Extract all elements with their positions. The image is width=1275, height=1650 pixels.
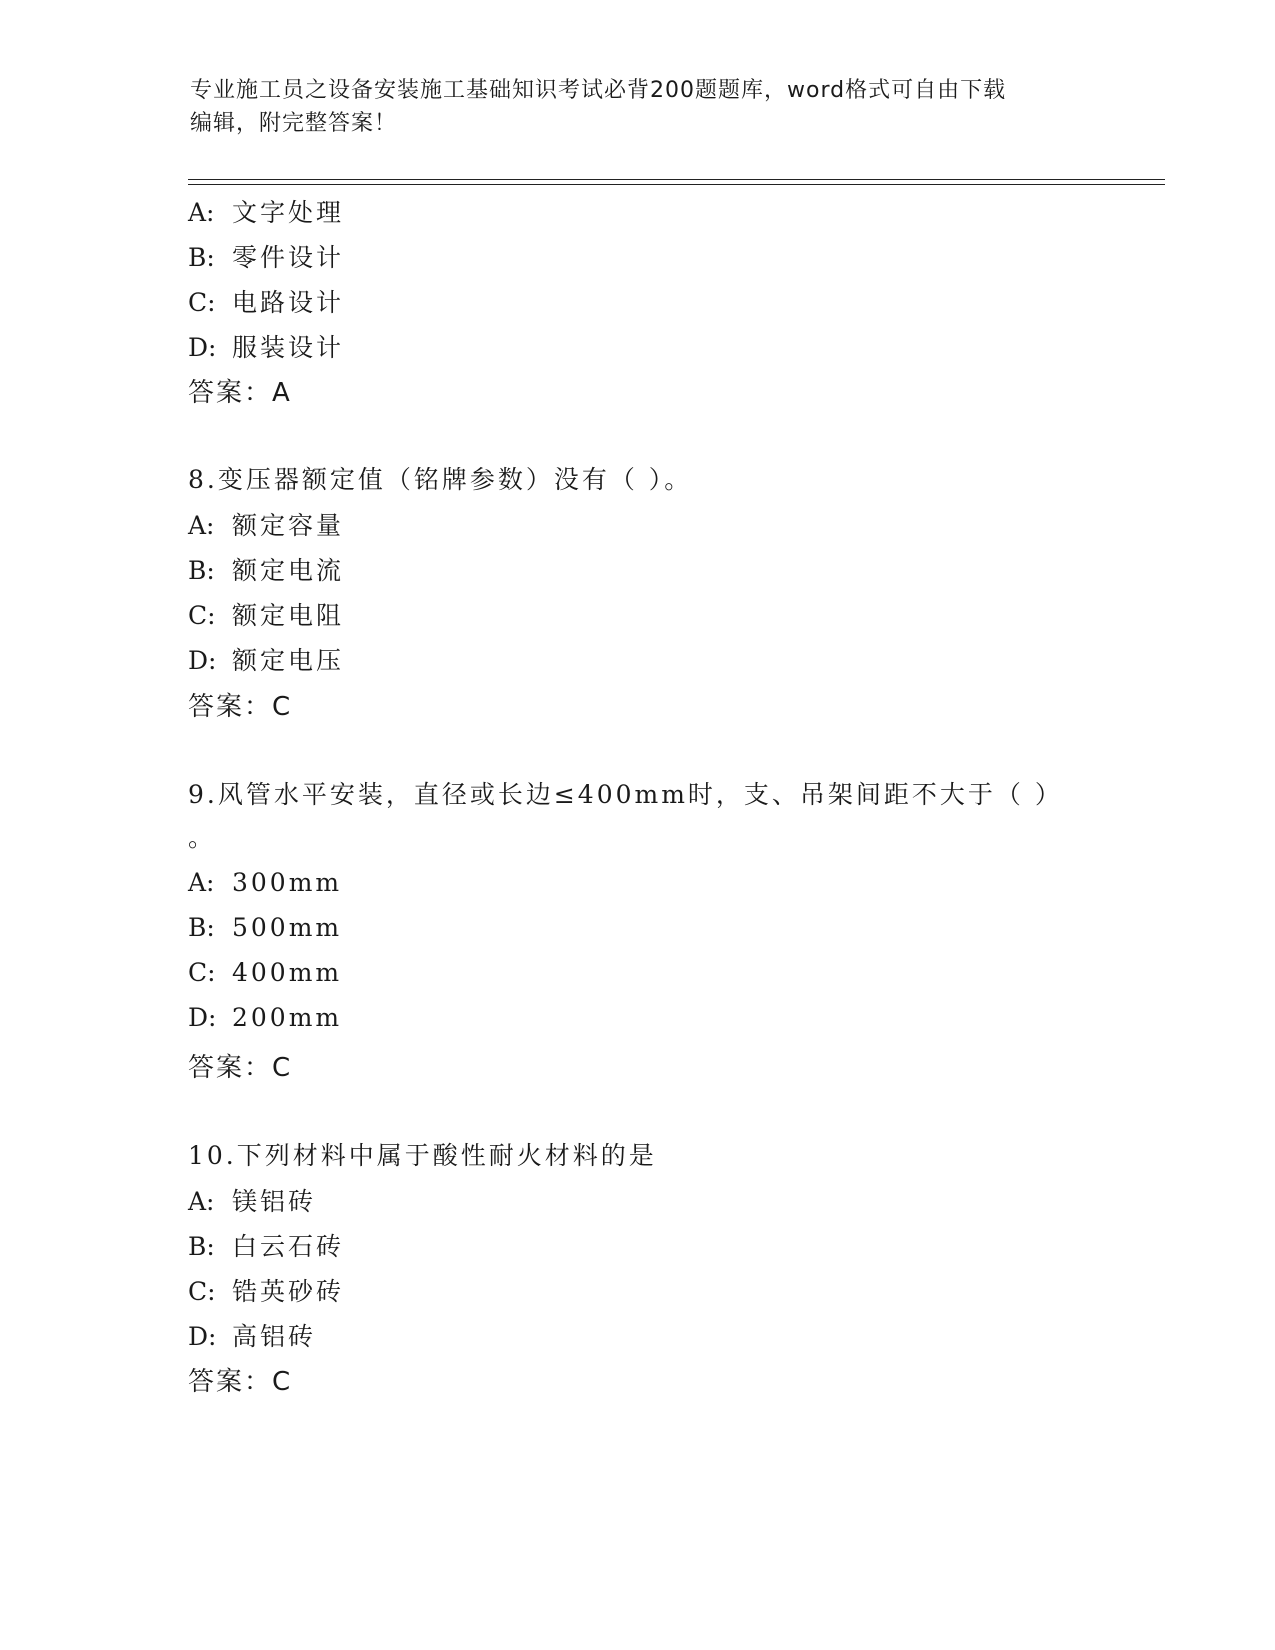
option-c: C: 锆英砂砖	[188, 1277, 345, 1306]
question-10: 10.下列材料中属于酸性耐火材料的是	[188, 1141, 657, 1170]
option-c: C: 400mm	[188, 958, 343, 987]
header-divider-bottom	[188, 184, 1165, 185]
answer: 答案：C	[188, 1053, 293, 1083]
option-d: D: 额定电压	[188, 646, 345, 675]
option-b: B: 500mm	[188, 913, 343, 942]
option-b: B: 零件设计	[188, 243, 345, 272]
option-a: A: 镁铝砖	[188, 1187, 317, 1216]
header-divider-top	[188, 179, 1165, 180]
option-d: D: 高铝砖	[188, 1322, 317, 1351]
answer: 答案：C	[188, 1367, 293, 1397]
option-a: A: 额定容量	[188, 511, 345, 540]
option-a: A: 文字处理	[188, 198, 345, 227]
header-line-1: 专业施工员之设备安装施工基础知识考试必背200题题库，word格式可自由下载	[190, 78, 1007, 103]
option-b: B: 额定电流	[188, 556, 345, 585]
option-c: C: 电路设计	[188, 288, 345, 317]
option-d: D: 服装设计	[188, 333, 345, 362]
question-9-continuation: 。	[188, 823, 217, 852]
answer: 答案：A	[188, 378, 292, 408]
option-d: D: 200mm	[188, 1003, 343, 1032]
option-b: B: 白云石砖	[188, 1232, 345, 1261]
answer: 答案：C	[188, 692, 293, 722]
document-header	[190, 74, 1080, 140]
question-8: 8.变压器额定值（铭牌参数）没有（ ）。	[188, 465, 693, 494]
header-line-2: 编辑，附完整答案！	[190, 111, 398, 136]
question-9: 9.风管水平安装，直径或长边≤400mm时，支、吊架间距不大于（ ）	[188, 780, 1063, 809]
option-c: C: 额定电阻	[188, 601, 345, 630]
option-a: A: 300mm	[188, 868, 343, 897]
